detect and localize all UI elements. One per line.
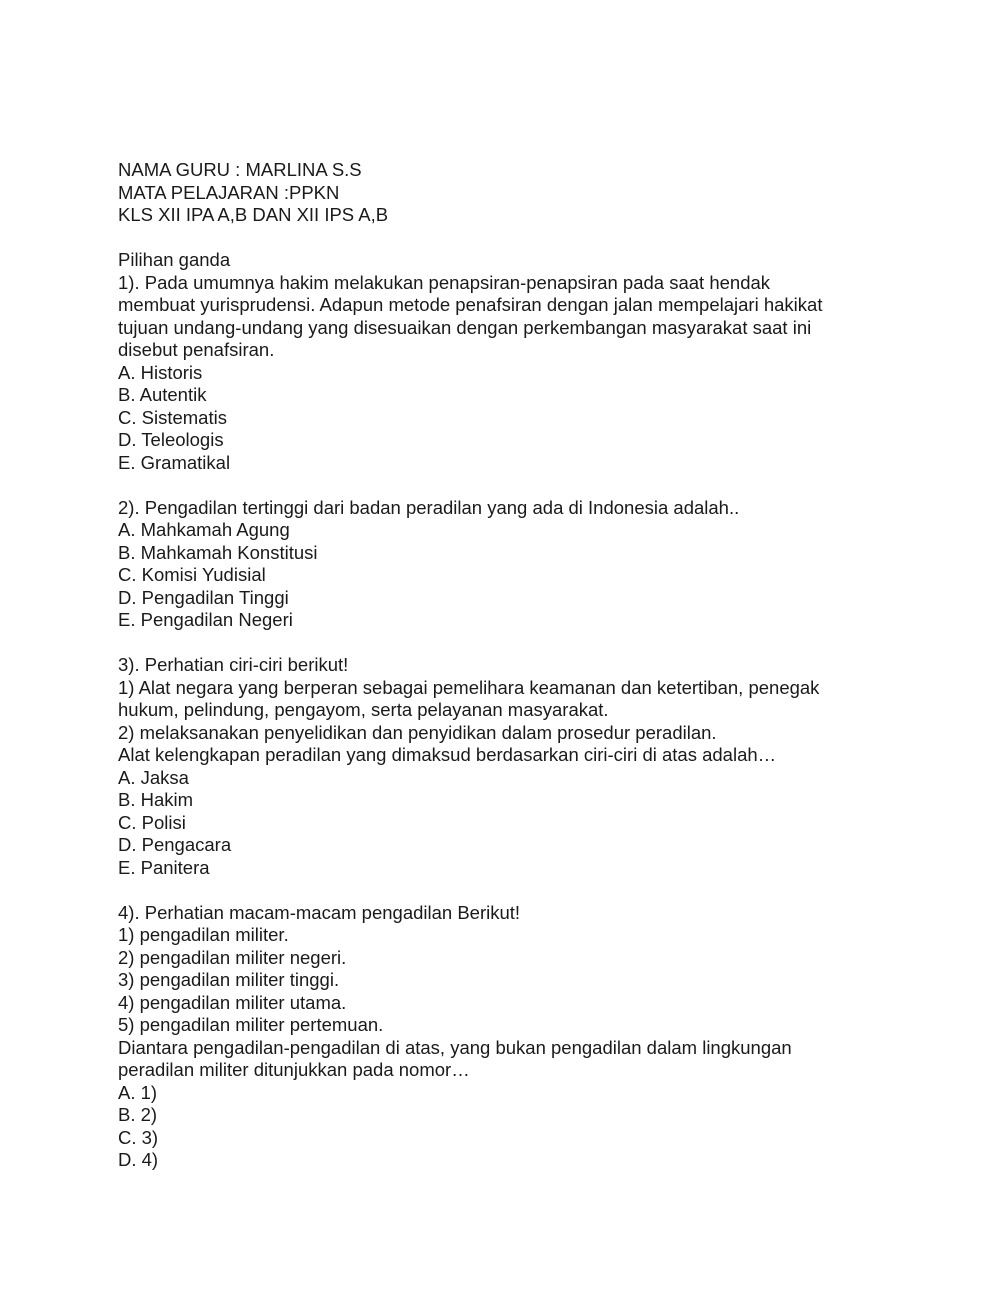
answer-option: B. Autentik (118, 384, 207, 405)
answer-option: B. 2) (118, 1104, 158, 1125)
answer-option: A. Mahkamah Agung (118, 519, 290, 540)
question-2 (118, 497, 898, 632)
question-text-line: 2) pengadilan militer negeri. (118, 946, 347, 968)
question-text-line: 3). Perhatian ciri-ciri berikut! (118, 654, 349, 675)
question-text-line: Diantara pengadilan-pengadilan di atas, yang bukan pengadilan dalam lingkungan (118, 1036, 792, 1058)
question-text-line: tujuan undang-undang yang disesuaikan dengan perkembangan masyarakat saat ini (118, 316, 812, 338)
answer-option: E. Gramatikal (118, 451, 231, 473)
answer-option: C. Komisi Yudisial (118, 564, 266, 585)
section-title: Pilihan ganda (118, 249, 231, 270)
answer-option: D. Teleologis (118, 429, 224, 450)
question-text-line: 1) pengadilan militer. (118, 924, 289, 945)
question-text-line: 5) pengadilan militer pertemuan. (118, 1014, 384, 1035)
answer-option: D. Pengacara (118, 834, 232, 855)
question-text-line: peradilan militer ditunjukkan pada nomor… (118, 1059, 470, 1080)
answer-option: B. Mahkamah Konstitusi (118, 541, 318, 563)
question-text-line: disebut penafsiran. (118, 339, 275, 360)
answer-option: E. Pengadilan Negeri (118, 609, 293, 630)
answer-option: D. Pengadilan Tinggi (118, 586, 289, 608)
question-text-line: membuat yurisprudensi. Adapun metode penafsiran dengan jalan mempelajari hakikat (118, 294, 823, 315)
question-text-line: 4) pengadilan militer utama. (118, 991, 347, 1013)
question-spacer (118, 879, 898, 902)
question-text-line: 4). Perhatian macam-macam pengadilan Berikut! (118, 901, 521, 923)
question-text-line: 1). Pada umumnya hakim melakukan penapsiran-penapsiran pada saat hendak (118, 271, 771, 293)
answer-option: C. Sistematis (118, 406, 227, 428)
question-3 (118, 654, 898, 879)
question-4 (118, 902, 898, 1172)
teacher-name: NAMA GURU : MARLINA S.S (118, 159, 362, 180)
question-1 (118, 272, 898, 475)
answer-option: A. 1) (118, 1081, 158, 1103)
question-spacer (118, 632, 898, 655)
question-text-line: hukum, pelindung, pengayom, serta pelayanan masyarakat. (118, 699, 609, 720)
question-text-line: Alat kelengkapan peradilan yang dimaksud berdasarkan ciri-ciri di atas adalah… (118, 744, 777, 765)
answer-option: E. Panitera (118, 856, 210, 878)
answer-option: C. Polisi (118, 811, 186, 833)
answer-option: C. 3) (118, 1126, 159, 1148)
answer-option: D. 4) (118, 1149, 159, 1170)
question-text-line: 3) pengadilan militer tinggi. (118, 969, 340, 990)
spacer (118, 227, 898, 250)
answer-option: A. Jaksa (118, 766, 189, 788)
answer-option: B. Hakim (118, 789, 194, 810)
question-list (118, 272, 898, 1172)
answer-option: A. Historis (118, 361, 203, 383)
question-spacer (118, 474, 898, 497)
document-page (118, 159, 898, 1172)
question-text-line: 1) Alat negara yang berperan sebagai pemelihara keamanan dan ketertiban, penegak (118, 676, 820, 698)
question-text-line: 2). Pengadilan tertinggi dari badan peradilan yang ada di Indonesia adalah.. (118, 496, 740, 518)
class-name: KLS XII IPA A,B DAN XII IPS A,B (118, 204, 389, 225)
question-text-line: 2) melaksanakan penyelidikan dan penyidikan dalam prosedur peradilan. (118, 721, 717, 743)
subject-name: MATA PELAJARAN :PPKN (118, 181, 340, 203)
